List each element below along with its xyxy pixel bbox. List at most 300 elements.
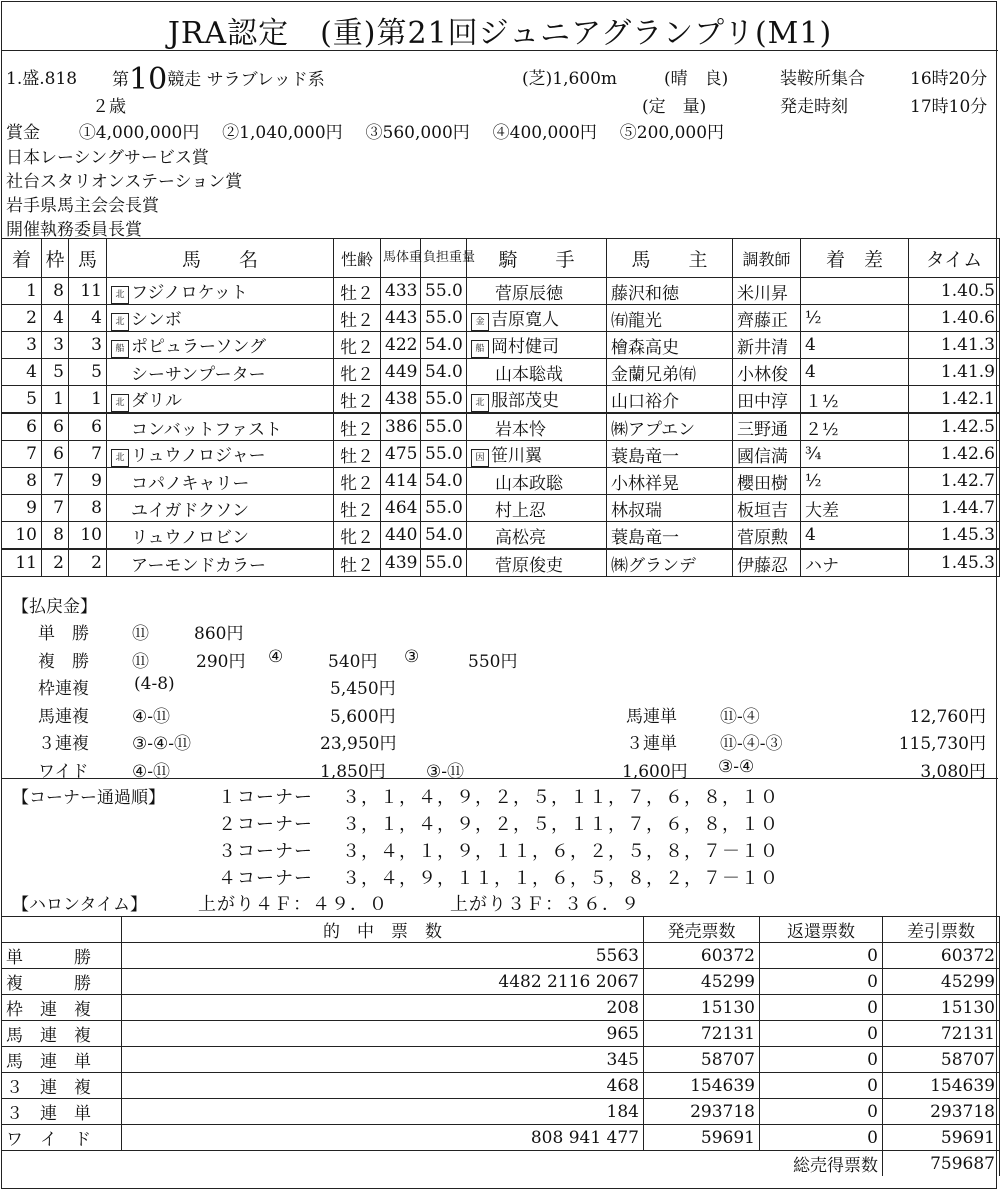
total-label: 総売得票数 (644, 1151, 883, 1177)
cell-burden: 55.0 (421, 386, 467, 414)
vote-refund: 0 (760, 1073, 883, 1099)
wide-amount-3: 3,080円 (920, 762, 986, 782)
affiliation-mark: 北 (111, 394, 129, 412)
wakupuku-label: 枠連複 (38, 679, 89, 699)
cell-sexage: 牡２ (334, 305, 381, 332)
col-trainer: 調教師 (733, 239, 801, 278)
col-bracket: 枠 (42, 239, 69, 278)
cell-horse (107, 495, 334, 522)
cell-owner: 小林祥晃 (607, 468, 733, 495)
horse-name: コパノキャリー (131, 473, 250, 494)
wide-label: ワイド (38, 762, 89, 782)
result-row (2, 332, 1000, 359)
col-burden: 負担重量 (421, 239, 467, 278)
cell-time: 1.40.5 (909, 278, 1000, 305)
vote-hit: 4482 2116 2067 (122, 969, 644, 995)
cell-bw: 449 (381, 359, 421, 386)
cell-number: 8 (69, 495, 107, 522)
cell-burden: 54.0 (421, 332, 467, 359)
vote-net: 154639 (883, 1073, 1000, 1099)
cell-time: 1.42.7 (909, 468, 1000, 495)
prize-5: ⑤200,000円 (619, 123, 725, 143)
cell-margin: ハナ (801, 549, 909, 577)
assemble-time: 16時20分 (910, 69, 988, 89)
weather-track: (晴 良) (664, 69, 729, 89)
prize-label: 賞金 (6, 123, 40, 143)
cell-number: 9 (69, 468, 107, 495)
fukusho-combo-2: ④ (268, 647, 284, 667)
cell-bw: 440 (381, 522, 421, 550)
result-row (2, 386, 1000, 414)
cell-bracket: 8 (42, 522, 69, 550)
horse-name: ダリル (131, 391, 182, 411)
umatan-label: 馬連単 (626, 707, 677, 727)
cell-bw: 443 (381, 305, 421, 332)
vote-row (2, 943, 1000, 969)
prize-2: ②1,040,000円 (222, 123, 343, 143)
vote-hit: 345 (122, 1047, 644, 1073)
last-3f: 上がり３Ｆ：３６．９ (450, 894, 640, 915)
jockey-name: 菅原辰徳 (495, 283, 563, 304)
vote-type: ３ 連 単 (2, 1099, 122, 1125)
cell-burden: 54.0 (421, 468, 467, 495)
age-class: ２歳 (92, 97, 126, 117)
cell-jockey (467, 305, 607, 332)
last-4f: 上がり４Ｆ：４９．０ (198, 894, 388, 915)
cell-sexage: 牝２ (334, 522, 381, 550)
cell-number: 1 (69, 386, 107, 414)
vote-row (2, 1047, 1000, 1073)
vote-refund: 0 (760, 1125, 883, 1151)
meeting-code: 1.盛.818 (6, 69, 78, 89)
vote-hit: 208 (122, 995, 644, 1021)
race-number-block (112, 58, 325, 97)
vote-type: ３ 連 複 (2, 1073, 122, 1099)
wide-combo-3: ③-④ (718, 757, 755, 777)
cell-margin: ½ (801, 305, 909, 332)
vote-net: 60372 (883, 943, 1000, 969)
jockey-name: 村上忍 (495, 500, 546, 521)
cell-bw: 422 (381, 332, 421, 359)
vote-sold: 293718 (644, 1099, 760, 1125)
cell-owner: 山口裕介 (607, 386, 733, 414)
umapuku-amount: 5,600円 (330, 707, 396, 727)
cell-horse (107, 278, 334, 305)
cell-owner: ㈱グランデ (607, 549, 733, 577)
cell-horse (107, 332, 334, 359)
corner-4-order: ３，４，９，１１，１，６，５，８，２，７－１０ (342, 868, 779, 889)
furlong-heading: 【ハロンタイム】 (12, 895, 147, 915)
jockey-name: 岡村健司 (491, 337, 559, 357)
cell-bracket: 6 (42, 413, 69, 441)
cell-margin: ½ (801, 468, 909, 495)
fukusho-combo-3: ③ (404, 647, 420, 667)
assemble-label: 装鞍所集合 (780, 69, 865, 89)
vote-row (2, 995, 1000, 1021)
result-row (2, 468, 1000, 495)
page-title: JRA認定 (重)第21回ジュニアグランプリ(M1) (167, 16, 833, 51)
col-place: 着 (2, 239, 42, 278)
cell-margin: 4 (801, 359, 909, 386)
fukusho-amount-2: 540円 (328, 652, 378, 672)
cell-owner: 檜森高史 (607, 332, 733, 359)
vote-net: 59691 (883, 1125, 1000, 1151)
jockey-name: 高松亮 (495, 527, 546, 548)
cell-time: 1.42.5 (909, 413, 1000, 441)
cell-sexage: 牝２ (334, 359, 381, 386)
vote-net: 293718 (883, 1099, 1000, 1125)
vote-type: 枠 連 複 (2, 995, 122, 1021)
umatan-combo: ⑪-④ (720, 707, 760, 727)
cell-trainer: 田中淳 (733, 386, 801, 414)
vote-row (2, 1021, 1000, 1047)
cell-bw: 438 (381, 386, 421, 414)
corner-1-label: １コーナー (218, 787, 313, 808)
jockey-name: 岩本怜 (495, 419, 546, 440)
result-row (2, 305, 1000, 332)
vote-refund: 0 (760, 1021, 883, 1047)
cell-burden: 55.0 (421, 305, 467, 332)
fukusho-combo-1: ⑪ (132, 652, 149, 672)
cell-time: 1.45.3 (909, 522, 1000, 550)
vote-hit: 5563 (122, 943, 644, 969)
cell-number: 6 (69, 413, 107, 441)
horse-name: フジノロケット (131, 283, 248, 303)
result-row (2, 495, 1000, 522)
cell-jockey (467, 441, 607, 468)
vote-refund: 0 (760, 1099, 883, 1125)
results-header (2, 239, 1000, 278)
cell-bw: 433 (381, 278, 421, 305)
horse-name: シンボ (131, 310, 182, 330)
result-row (2, 278, 1000, 305)
santan-combo: ⑪-④-③ (720, 734, 783, 754)
cell-bw: 414 (381, 468, 421, 495)
cell-place: 8 (2, 468, 42, 495)
race-prefix: 第 (112, 70, 129, 90)
cell-owner: 蓑島竜一 (607, 441, 733, 468)
cell-time: 1.42.6 (909, 441, 1000, 468)
cell-owner: 金蘭兄弟㈲ (607, 359, 733, 386)
vote-sold: 60372 (644, 943, 760, 969)
cell-place: 7 (2, 441, 42, 468)
cell-jockey (467, 386, 607, 414)
jockey-name: 吉原寛人 (491, 310, 559, 330)
horse-name: ポピュラーソング (131, 337, 266, 357)
cell-place: 6 (2, 413, 42, 441)
race-number: 10 (129, 62, 168, 97)
horse-name: リュウノロジャー (131, 446, 266, 466)
cell-jockey (467, 495, 607, 522)
vote-sold: 154639 (644, 1073, 760, 1099)
prize-3: ③560,000円 (365, 123, 470, 143)
breed: サラブレッド系 (206, 70, 325, 90)
vote-row (2, 1099, 1000, 1125)
horse-name: アーモンドカラー (131, 555, 266, 576)
cell-number: 2 (69, 549, 107, 577)
cell-horse (107, 359, 334, 386)
award-2: 社台スタリオンステーション賞 (6, 172, 243, 192)
vote-type: ワ イ ド (2, 1125, 122, 1151)
vote-total-row (2, 1151, 1000, 1177)
cell-bracket: 1 (42, 386, 69, 414)
cell-burden: 55.0 (421, 495, 467, 522)
horse-name: リュウノロビン (131, 527, 249, 548)
cell-sexage: 牡２ (334, 278, 381, 305)
vote-net: 45299 (883, 969, 1000, 995)
santan-amount: 115,730円 (898, 734, 986, 754)
cell-trainer: 菅原勲 (733, 522, 801, 550)
vote-sold: 45299 (644, 969, 760, 995)
vote-type: 単 勝 (2, 943, 122, 969)
col-sold: 発売票数 (644, 917, 760, 943)
vote-net: 15130 (883, 995, 1000, 1021)
corner-heading: 【コーナー通過順】 (12, 788, 165, 808)
corner-2-order: ３，１，４，９，２，５，１１，７，６，８，１０ (342, 814, 779, 835)
wakupuku-amount: 5,450円 (330, 679, 396, 699)
col-jockey: 騎 手 (467, 239, 607, 278)
vote-hit: 184 (122, 1099, 644, 1125)
cell-burden: 55.0 (421, 441, 467, 468)
umapuku-combo: ④-⑪ (132, 707, 170, 727)
cell-place: 10 (2, 522, 42, 550)
vote-type: 馬 連 複 (2, 1021, 122, 1047)
cell-trainer: 三野通 (733, 413, 801, 441)
cell-place: 3 (2, 332, 42, 359)
award-3: 岩手県馬主会会長賞 (6, 196, 159, 216)
cell-time: 1.40.6 (909, 305, 1000, 332)
cell-trainer: 板垣吉 (733, 495, 801, 522)
cell-place: 11 (2, 549, 42, 577)
cell-number: 10 (69, 522, 107, 550)
cell-margin: ¾ (801, 441, 909, 468)
wakupuku-combo: (4-8) (134, 674, 175, 694)
jockey-name: 山本聡哉 (495, 364, 563, 385)
cell-owner: ㈱アプエン (607, 413, 733, 441)
vote-hit: 468 (122, 1073, 644, 1099)
col-owner: 馬 主 (607, 239, 733, 278)
sanpuku-combo: ③-④-⑪ (132, 734, 191, 754)
umatan-amount: 12,760円 (909, 707, 986, 727)
col-sexage: 性齢 (334, 239, 381, 278)
cell-burden: 54.0 (421, 522, 467, 550)
vote-sold: 72131 (644, 1021, 760, 1047)
result-row (2, 359, 1000, 386)
col-horse: 馬 名 (107, 239, 334, 278)
prize-line (6, 118, 724, 143)
cell-owner: ㈲龍光 (607, 305, 733, 332)
tansho-amount: 860円 (194, 624, 244, 644)
cell-number: 11 (69, 278, 107, 305)
santan-label: ３連単 (626, 734, 677, 754)
vote-sold: 58707 (644, 1047, 760, 1073)
cell-number: 7 (69, 441, 107, 468)
cell-burden: 55.0 (421, 413, 467, 441)
horse-name: コンバットファスト (131, 419, 282, 440)
cell-margin: 4 (801, 332, 909, 359)
affiliation-mark: 船 (471, 340, 489, 358)
cell-time: 1.41.3 (909, 332, 1000, 359)
cell-place: 4 (2, 359, 42, 386)
cell-margin: 4 (801, 522, 909, 550)
cell-horse (107, 522, 334, 550)
cell-bw: 475 (381, 441, 421, 468)
cell-owner: 蓑島竜一 (607, 522, 733, 550)
cell-sexage: 牡２ (334, 549, 381, 577)
start-label: 発走時刻 (780, 97, 848, 117)
cell-place: 5 (2, 386, 42, 414)
col-net: 差引票数 (883, 917, 1000, 943)
jockey-name: 笹川翼 (491, 446, 542, 466)
prize-1: ①4,000,000円 (78, 123, 200, 143)
cell-jockey (467, 413, 607, 441)
col-margin: 着 差 (801, 239, 909, 278)
cell-bracket: 7 (42, 468, 69, 495)
results-table (1, 238, 1000, 577)
result-row (2, 522, 1000, 550)
cell-time: 1.45.3 (909, 549, 1000, 577)
affiliation-mark: 北 (111, 313, 129, 331)
tansho-combo: ⑪ (132, 624, 149, 644)
cell-jockey (467, 549, 607, 577)
cell-place: 1 (2, 278, 42, 305)
cell-sexage: 牡２ (334, 413, 381, 441)
corner-4-label: ４コーナー (218, 868, 313, 889)
cell-number: 4 (69, 305, 107, 332)
cell-margin: 大差 (801, 495, 909, 522)
cell-trainer: 米川昇 (733, 278, 801, 305)
cell-number: 5 (69, 359, 107, 386)
cell-sexage: 牡２ (334, 495, 381, 522)
wide-combo-1: ④-⑪ (132, 762, 170, 782)
vote-hit: 965 (122, 1021, 644, 1047)
result-row (2, 441, 1000, 468)
cell-margin: １½ (801, 386, 909, 414)
vote-row (2, 969, 1000, 995)
affiliation-mark: 北 (111, 449, 129, 467)
cell-jockey (467, 522, 607, 550)
vote-table (1, 916, 1000, 1176)
course: (芝)1,600m (522, 69, 618, 89)
vote-row (2, 1073, 1000, 1099)
cell-jockey (467, 332, 607, 359)
col-refund: 返還票数 (760, 917, 883, 943)
vote-sold: 59691 (644, 1125, 760, 1151)
award-1: 日本レーシングサービス賞 (6, 148, 209, 168)
affiliation-mark: 北 (111, 286, 129, 304)
cell-trainer: 國信満 (733, 441, 801, 468)
vote-hit: 808 941 477 (122, 1125, 644, 1151)
cell-bw: 464 (381, 495, 421, 522)
payout-divider (2, 778, 998, 779)
affiliation-mark: 因 (471, 449, 489, 467)
cell-place: 9 (2, 495, 42, 522)
cell-time: 1.42.1 (909, 386, 1000, 414)
start-time: 17時10分 (910, 97, 988, 117)
col-time: タイム (909, 239, 1000, 278)
affiliation-mark: 船 (111, 340, 129, 358)
cell-trainer: 新井清 (733, 332, 801, 359)
sanpuku-label: ３連複 (38, 734, 89, 754)
race-suffix: 競走 (167, 70, 202, 90)
vote-refund: 0 (760, 969, 883, 995)
vote-sold: 15130 (644, 995, 760, 1021)
cell-sexage: 牡２ (334, 386, 381, 414)
cell-jockey (467, 359, 607, 386)
fukusho-amount-1: 290円 (196, 652, 246, 672)
prize-4: ④400,000円 (492, 123, 597, 143)
result-row (2, 549, 1000, 577)
wide-amount-1: 1,850円 (320, 762, 386, 782)
col-bodyweight: 馬体重 (381, 239, 421, 278)
vote-row (2, 1125, 1000, 1151)
cell-trainer: 櫻田樹 (733, 468, 801, 495)
cell-burden: 55.0 (421, 549, 467, 577)
vote-refund: 0 (760, 995, 883, 1021)
cell-bracket: 5 (42, 359, 69, 386)
cell-horse (107, 413, 334, 441)
cell-trainer: 小林俊 (733, 359, 801, 386)
vote-refund: 0 (760, 943, 883, 969)
vote-net: 72131 (883, 1021, 1000, 1047)
col-number: 馬 (69, 239, 107, 278)
payout-heading: 【払戻金】 (12, 597, 97, 617)
result-row (2, 413, 1000, 441)
cell-trainer: 齊藤正 (733, 305, 801, 332)
cell-margin: ２½ (801, 413, 909, 441)
affiliation-mark: 金 (471, 313, 489, 331)
cell-bw: 439 (381, 549, 421, 577)
cell-horse (107, 468, 334, 495)
award-4: 開催執務委員長賞 (6, 220, 142, 240)
cell-bracket: 6 (42, 441, 69, 468)
cell-sexage: 牡２ (334, 441, 381, 468)
tansho-label: 単 勝 (38, 624, 89, 644)
corner-3-label: ３コーナー (218, 841, 313, 862)
cell-owner: 林叔瑞 (607, 495, 733, 522)
title-divider (2, 50, 998, 51)
jockey-name: 服部茂史 (491, 391, 559, 411)
corner-3-order: ３，４，１，９，１１，６，２，５，８，７－１０ (342, 841, 779, 862)
corner-2-label: ２コーナー (218, 814, 313, 835)
cell-sexage: 牝２ (334, 468, 381, 495)
vote-header (2, 917, 1000, 943)
cell-owner: 藤沢和徳 (607, 278, 733, 305)
fukusho-label: 複 勝 (38, 652, 89, 672)
wide-combo-2: ③-⑪ (426, 762, 464, 782)
cell-horse (107, 549, 334, 577)
corner-1-order: ３，１，４，９，２，５，１１，７，６，８，１０ (342, 787, 779, 808)
affiliation-mark: 北 (471, 394, 489, 412)
cell-bracket: 3 (42, 332, 69, 359)
cell-sexage: 牝２ (334, 332, 381, 359)
vote-type: 馬 連 単 (2, 1047, 122, 1073)
cell-place: 2 (2, 305, 42, 332)
vote-net: 58707 (883, 1047, 1000, 1073)
total-value: 759687 (883, 1151, 1000, 1177)
cell-burden: 54.0 (421, 359, 467, 386)
cell-bracket: 8 (42, 278, 69, 305)
cell-margin (801, 278, 909, 305)
horse-name: シーサンプーター (131, 364, 266, 385)
cell-time: 1.44.7 (909, 495, 1000, 522)
cell-burden: 55.0 (421, 278, 467, 305)
cell-number: 3 (69, 332, 107, 359)
cell-horse (107, 441, 334, 468)
cell-horse (107, 386, 334, 414)
cell-horse (107, 305, 334, 332)
col-hit: 的 中 票 数 (122, 917, 644, 943)
